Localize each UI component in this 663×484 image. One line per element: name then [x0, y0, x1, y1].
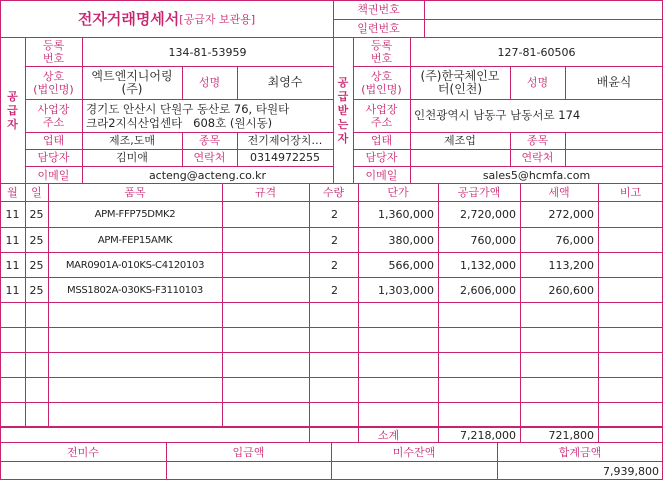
row-spec — [222, 278, 309, 302]
row-spec — [222, 253, 309, 277]
unpaid-balance-value — [331, 462, 497, 480]
col-tax: 세액 — [548, 186, 570, 199]
supplier-name-label: 상호 (법인명) — [33, 69, 74, 96]
payment-value — [166, 462, 331, 480]
row-item: APM-FFP75DMK2 — [94, 209, 176, 220]
supplier-item: 전기제어장치… — [247, 134, 323, 147]
supplier-contact: 0314972255 — [250, 151, 320, 164]
supplier-side-label: 공 급 자 — [7, 90, 18, 131]
row-unit-price: 566,000 — [388, 258, 434, 272]
previous-unpaid-label: 전미수 — [67, 445, 99, 459]
book-no-label: 책권번호 — [357, 3, 400, 16]
row-item: APM-FEP15AMK — [97, 234, 173, 246]
col-spec: 규격 — [254, 186, 277, 199]
row-spec — [222, 228, 309, 252]
row-day: 25 — [29, 258, 44, 272]
supplier-contact-label: 연락처 — [193, 151, 226, 164]
subtotal-supply: 7,218,000 — [460, 428, 516, 442]
subtotal-label: 소계 — [377, 428, 400, 442]
row-item: MSS1802A-030KS-F3110103 — [67, 284, 203, 296]
col-supply-amount: 공급가액 — [457, 186, 501, 199]
row-month: 11 — [5, 208, 20, 221]
supplier-type: 제조,도매 — [108, 134, 155, 147]
row-supply-amount: 1,132,000 — [460, 258, 516, 272]
total-amount-label: 합계금액 — [558, 445, 602, 459]
row-supply-amount: 2,606,000 — [460, 283, 516, 297]
buyer-name: (주)한국체인모 터(인천) — [420, 68, 500, 96]
row-tax: 113,200 — [548, 258, 594, 272]
unpaid-balance-label: 미수잔액 — [392, 445, 436, 459]
row-day: 25 — [29, 208, 44, 221]
buyer-ceo: 배윤식 — [596, 75, 632, 89]
supplier-ceo: 최영수 — [267, 75, 303, 89]
col-note: 비고 — [619, 186, 642, 199]
buyer-manager-label: 담당자 — [365, 151, 398, 164]
payment-label: 입금액 — [232, 445, 265, 459]
row-item: MAR0901A-010KS-C4120103 — [65, 259, 205, 271]
supplier-reg-no: 134-81-53959 — [168, 45, 247, 59]
buyer-ceo-label: 성명 — [526, 76, 549, 89]
buyer-addr: 인천광역시 남동구 남동서로 174 — [414, 108, 581, 122]
title-text: 전자거래명세서 — [77, 9, 180, 28]
buyer-addr-label: 사업장 주소 — [365, 102, 398, 129]
row-unit-price: 1,303,000 — [378, 283, 434, 297]
serial-no-value — [424, 19, 663, 38]
row-month: 11 — [5, 258, 20, 272]
supplier-name: 엑트엔지니어링 (주) — [91, 68, 173, 96]
title-subtitle: [공급자 보관용] — [179, 12, 256, 26]
supplier-email: acteng@acteng.co.kr — [148, 168, 267, 182]
total-amount-value: 7,939,800 — [603, 464, 659, 478]
row-unit-price: 380,000 — [388, 233, 434, 247]
supplier-email-label: 이메일 — [37, 168, 70, 182]
row-unit-price: 1,360,000 — [378, 208, 434, 221]
row-note — [598, 202, 663, 227]
row-qty: 2 — [331, 233, 338, 247]
col-unit-price: 단가 — [387, 186, 409, 199]
supplier-manager: 김미애 — [116, 151, 148, 164]
row-note — [598, 228, 663, 252]
row-tax: 76,000 — [555, 233, 594, 247]
buyer-reg-no: 127-81-60506 — [497, 45, 576, 59]
col-qty: 수량 — [322, 186, 345, 199]
buyer-email-label: 이메일 — [365, 168, 398, 182]
row-supply-amount: 2,720,000 — [460, 208, 516, 221]
row-day: 25 — [29, 233, 44, 247]
row-supply-amount: 760,000 — [470, 233, 516, 247]
row-qty: 2 — [331, 258, 338, 272]
row-qty: 2 — [331, 283, 338, 297]
buyer-side-label: 공 급 받 는 자 — [337, 76, 349, 145]
buyer-type-label: 업태 — [370, 134, 393, 147]
row-month: 11 — [5, 233, 20, 247]
col-month: 월 — [7, 186, 18, 199]
buyer-contact-label: 연락처 — [521, 151, 554, 164]
buyer-item-label: 종목 — [526, 134, 549, 147]
document-title — [0, 0, 333, 38]
previous-unpaid-value — [0, 462, 166, 480]
buyer-item — [565, 132, 663, 149]
buyer-email: sales5@hcmfa.com — [482, 168, 591, 182]
book-no-value — [424, 0, 663, 19]
row-day: 25 — [29, 283, 44, 297]
row-note — [598, 278, 663, 302]
row-tax: 272,000 — [548, 208, 594, 221]
buyer-reg-label: 등록 번호 — [370, 39, 393, 65]
supplier-manager-label: 담당자 — [37, 151, 70, 164]
buyer-manager — [410, 149, 510, 166]
row-note — [598, 253, 663, 277]
buyer-type: 제조업 — [444, 134, 476, 147]
buyer-name-label: 상호 (법인명) — [361, 69, 402, 96]
row-spec — [222, 202, 309, 227]
row-qty: 2 — [331, 208, 338, 221]
supplier-reg-label: 등록 번호 — [42, 39, 65, 65]
supplier-type-label: 업태 — [42, 134, 65, 147]
buyer-contact — [565, 149, 663, 166]
col-item: 품목 — [124, 186, 146, 199]
serial-no-label: 일련번호 — [357, 22, 400, 35]
supplier-item-label: 종목 — [198, 134, 221, 147]
row-month: 11 — [5, 283, 20, 297]
subtotal-tax: 721,800 — [548, 428, 594, 442]
col-day: 일 — [31, 186, 42, 199]
supplier-addr-label: 사업장 주소 — [37, 102, 70, 129]
row-tax: 260,600 — [548, 283, 594, 297]
supplier-addr: 경기도 안산시 단원구 동산로 76, 타원타 크라2지식산업센타 608호 (원시동) — [86, 101, 290, 130]
supplier-ceo-label: 성명 — [198, 76, 221, 89]
